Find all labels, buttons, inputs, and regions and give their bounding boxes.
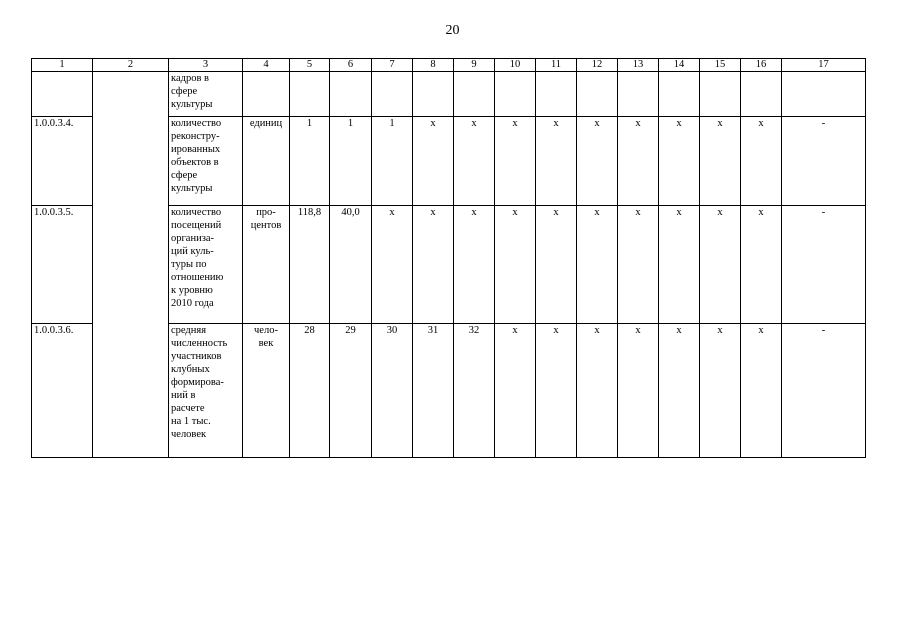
value-cell: 1 bbox=[290, 117, 330, 206]
value-cell: - bbox=[782, 206, 866, 324]
column-header: 5 bbox=[290, 59, 330, 72]
column-header: 13 bbox=[618, 59, 659, 72]
value-cell: х bbox=[454, 206, 495, 324]
value-cell: х bbox=[495, 206, 536, 324]
value-cell bbox=[536, 72, 577, 117]
value-cell: х bbox=[659, 117, 700, 206]
column-header: 10 bbox=[495, 59, 536, 72]
value-cell: 29 bbox=[330, 324, 372, 458]
value-cell: х bbox=[413, 206, 454, 324]
merged-column-2-cell bbox=[93, 72, 169, 458]
value-cell: х bbox=[741, 324, 782, 458]
unit-cell: про- центов bbox=[243, 206, 290, 324]
value-cell: х bbox=[577, 206, 618, 324]
column-header: 3 bbox=[169, 59, 243, 72]
value-cell: х bbox=[536, 117, 577, 206]
indicator-name: кадров в сфере культуры bbox=[169, 72, 243, 117]
value-cell: х bbox=[618, 324, 659, 458]
indicator-table bbox=[31, 58, 866, 458]
value-cell: - bbox=[782, 117, 866, 206]
value-cell: х bbox=[577, 117, 618, 206]
indicator-code: 1.0.0.3.6. bbox=[32, 324, 93, 458]
value-cell: 30 bbox=[372, 324, 413, 458]
value-cell bbox=[577, 72, 618, 117]
column-header: 15 bbox=[700, 59, 741, 72]
value-cell bbox=[741, 72, 782, 117]
column-header: 4 bbox=[243, 59, 290, 72]
unit-cell bbox=[243, 72, 290, 117]
value-cell bbox=[372, 72, 413, 117]
value-cell: х bbox=[577, 324, 618, 458]
indicator-code: 1.0.0.3.5. bbox=[32, 206, 93, 324]
value-cell: 31 bbox=[413, 324, 454, 458]
column-header: 6 bbox=[330, 59, 372, 72]
indicator-name: количество реконстру- ированных объектов в сфере культуры bbox=[169, 117, 243, 206]
indicator-name: средняя численность участников клубных формирова- ний в расчете на 1 тыс. человек bbox=[169, 324, 243, 458]
indicator-name: количество посещений организа- ций куль- туры по отношению к уровню 2010 года bbox=[169, 206, 243, 324]
value-cell bbox=[618, 72, 659, 117]
column-header: 1 bbox=[32, 59, 93, 72]
value-cell: х bbox=[700, 324, 741, 458]
column-header: 7 bbox=[372, 59, 413, 72]
value-cell: х bbox=[413, 117, 454, 206]
value-cell: х bbox=[536, 206, 577, 324]
column-header: 9 bbox=[454, 59, 495, 72]
value-cell: х bbox=[700, 117, 741, 206]
value-cell: х bbox=[495, 324, 536, 458]
value-cell bbox=[495, 72, 536, 117]
value-cell: 32 bbox=[454, 324, 495, 458]
unit-cell: единиц bbox=[243, 117, 290, 206]
value-cell: х bbox=[741, 206, 782, 324]
value-cell bbox=[782, 72, 866, 117]
value-cell bbox=[413, 72, 454, 117]
column-header: 16 bbox=[741, 59, 782, 72]
page-number: 20 bbox=[445, 23, 460, 38]
value-cell: 1 bbox=[372, 117, 413, 206]
value-cell: х bbox=[536, 324, 577, 458]
table-row bbox=[32, 72, 866, 117]
value-cell: 40,0 bbox=[330, 206, 372, 324]
value-cell bbox=[290, 72, 330, 117]
value-cell: х bbox=[659, 324, 700, 458]
indicator-code bbox=[32, 72, 93, 117]
column-header: 11 bbox=[536, 59, 577, 72]
value-cell: 28 bbox=[290, 324, 330, 458]
value-cell: х bbox=[700, 206, 741, 324]
value-cell: х bbox=[741, 117, 782, 206]
value-cell: х bbox=[618, 117, 659, 206]
value-cell bbox=[659, 72, 700, 117]
value-cell bbox=[700, 72, 741, 117]
value-cell bbox=[454, 72, 495, 117]
column-header: 17 bbox=[782, 59, 866, 72]
value-cell: 118,8 bbox=[290, 206, 330, 324]
column-header: 12 bbox=[577, 59, 618, 72]
value-cell: х bbox=[372, 206, 413, 324]
value-cell: х bbox=[454, 117, 495, 206]
value-cell: - bbox=[782, 324, 866, 458]
column-header: 2 bbox=[93, 59, 169, 72]
column-header: 8 bbox=[413, 59, 454, 72]
value-cell bbox=[330, 72, 372, 117]
value-cell: х bbox=[495, 117, 536, 206]
column-header-row bbox=[32, 59, 866, 72]
indicator-code: 1.0.0.3.4. bbox=[32, 117, 93, 206]
column-header: 14 bbox=[659, 59, 700, 72]
unit-cell: чело- век bbox=[243, 324, 290, 458]
value-cell: 1 bbox=[330, 117, 372, 206]
value-cell: х bbox=[659, 206, 700, 324]
value-cell: х bbox=[618, 206, 659, 324]
